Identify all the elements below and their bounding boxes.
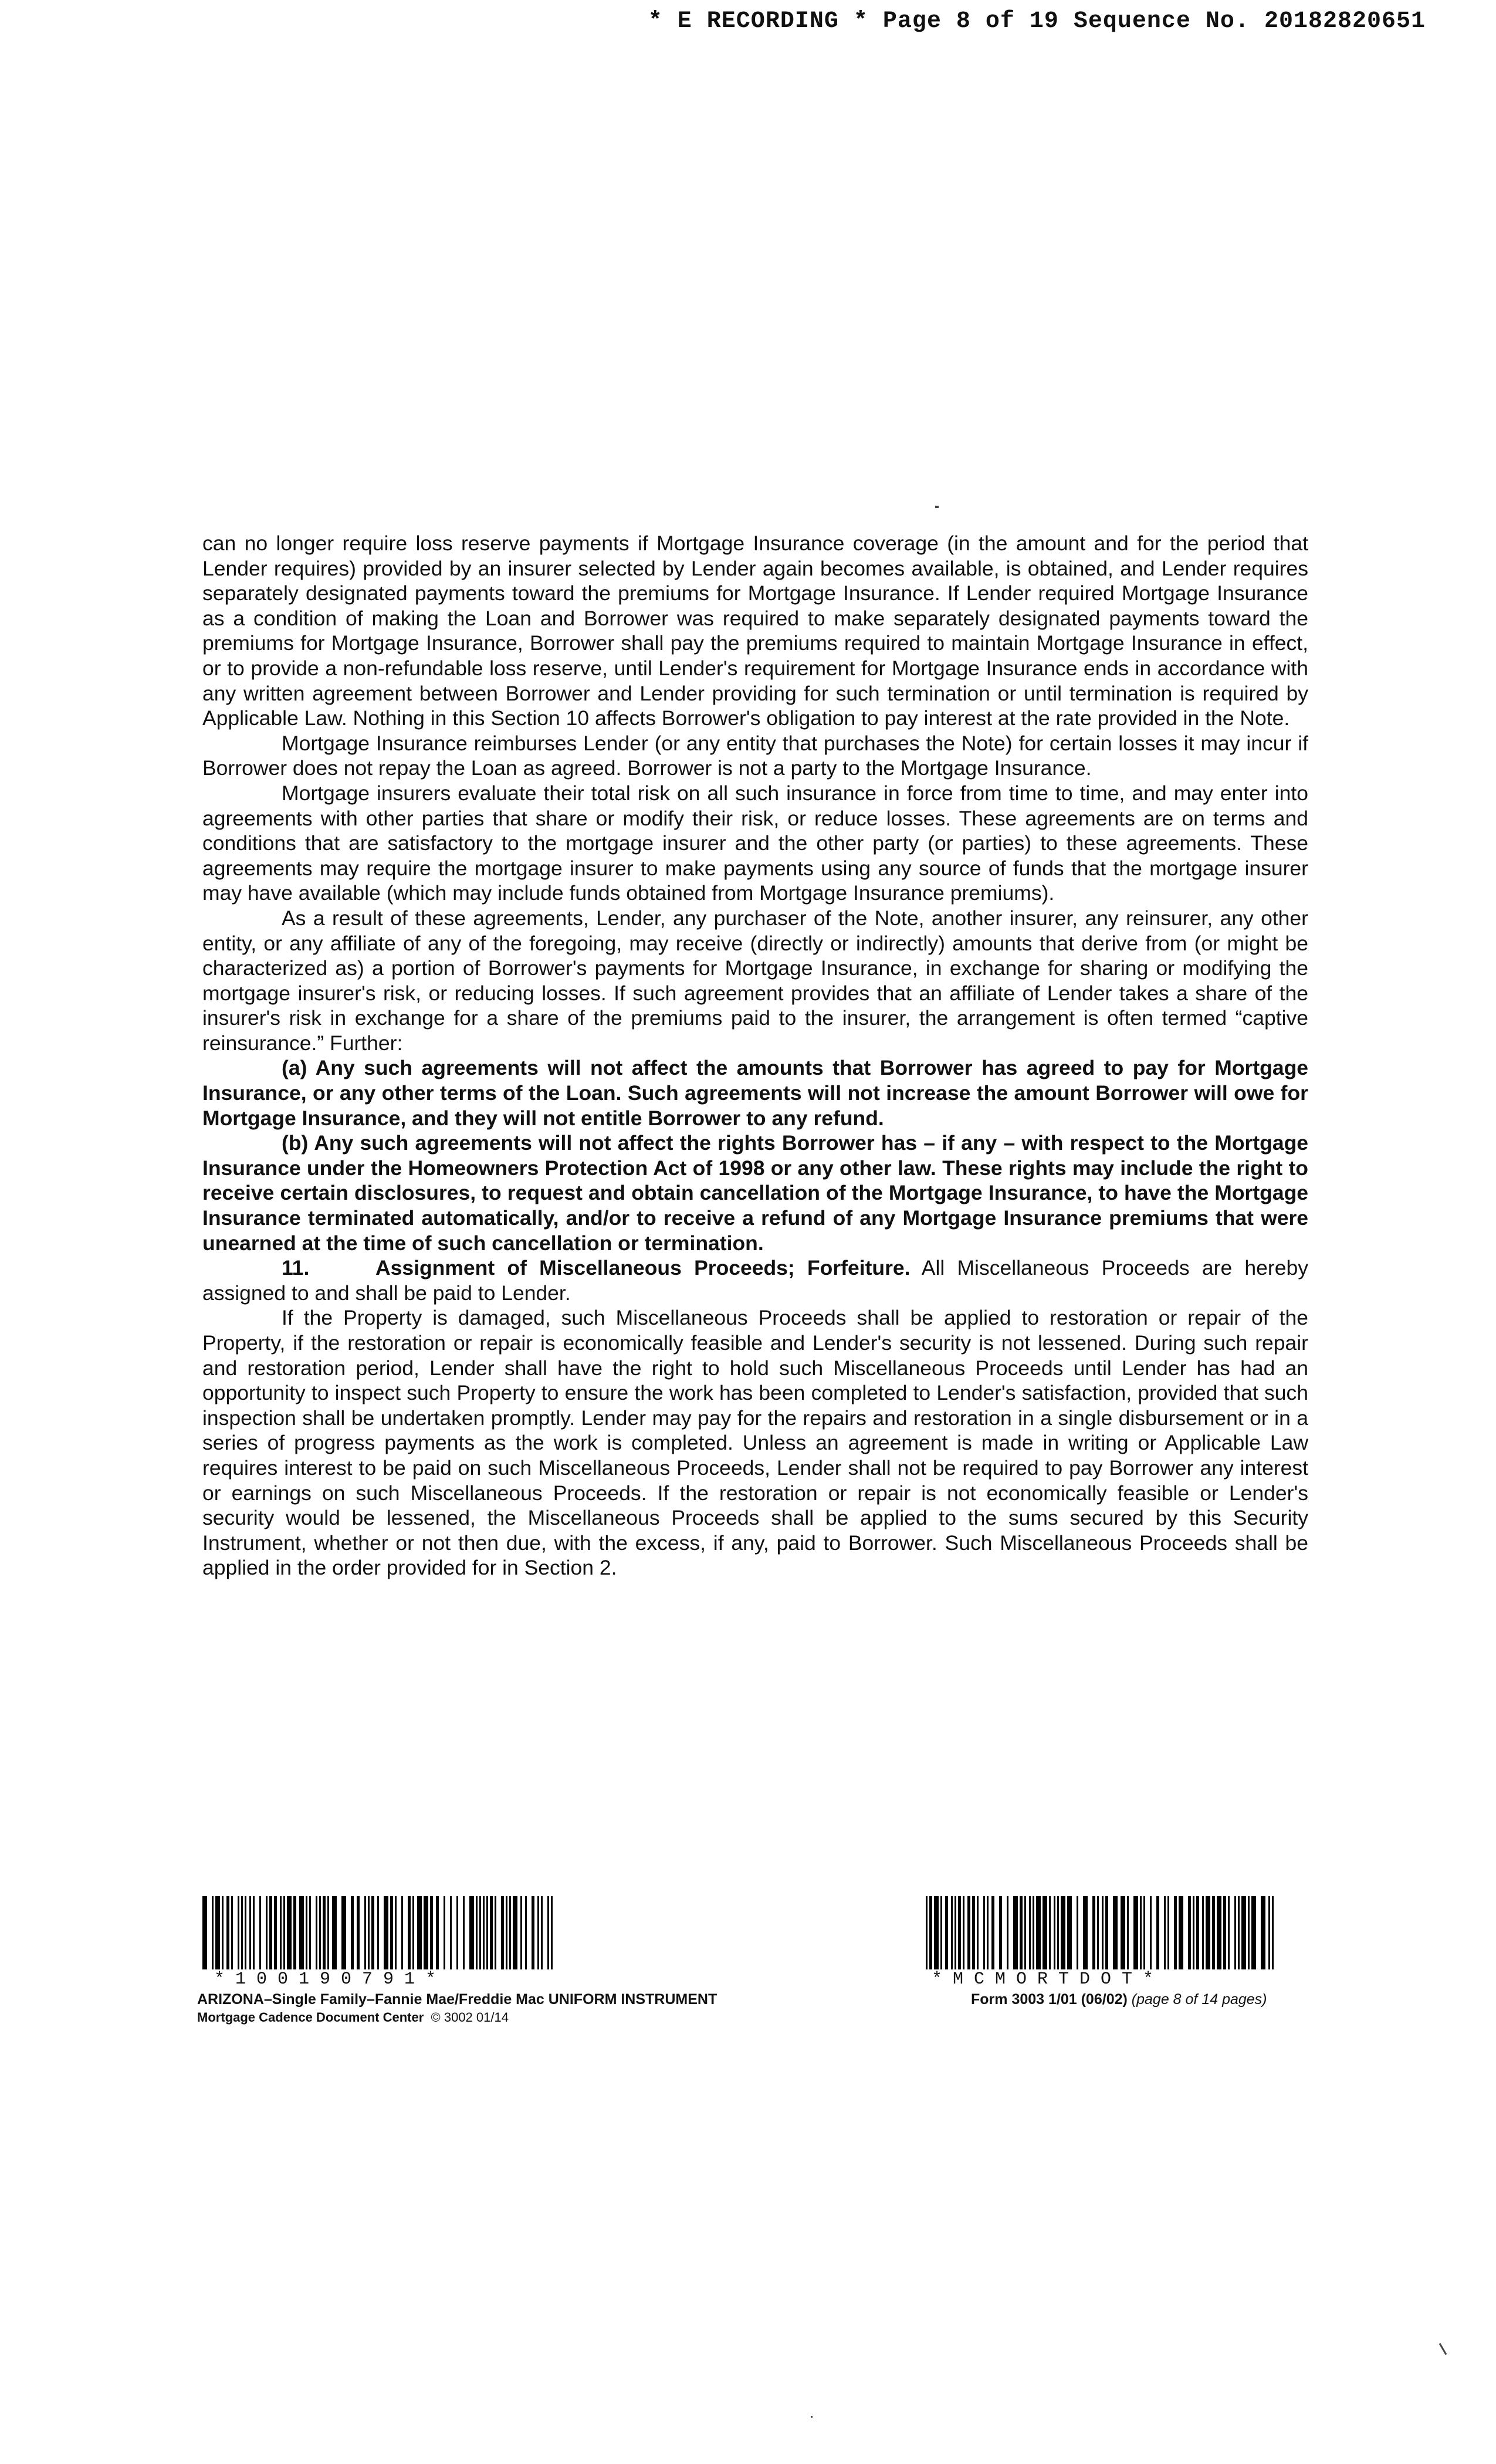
barcode-bar — [384, 1896, 388, 1969]
barcode-gap — [994, 1896, 999, 1969]
footer-instrument-title: ARIZONA–Single Family–Fannie Mae/Freddie Mac UNIFORM INSTRUMENT — [197, 1991, 717, 2008]
barcode-gap — [1274, 1896, 1278, 1969]
barcode-bar — [1251, 1896, 1256, 1969]
barcode-bar — [1061, 1896, 1065, 1969]
barcode-bar — [1206, 1896, 1210, 1969]
barcode-gap — [979, 1896, 983, 1969]
barcode-gap — [1078, 1896, 1083, 1969]
barcode-gap — [496, 1896, 501, 1969]
paragraph-insurer-risk: Mortgage insurers evaluate their total risk on all such insurance in force from time to time, and may enter into agreements with other parties that share or modify their risk, or reduce losses. These agreements are on terms and conditions that are satisfactory to the mortgage insurer and the other party (or parties) to these agreements. These agreements may require the mortgage insurer to make payments using any source of funds that the mortgage insurer may have available (which may include funds obtained from Mortgage Insurance premiums). — [202, 781, 1308, 905]
footer-left — [197, 1990, 717, 2026]
paragraph-clause-a: (a) Any such agreements will not affect the amounts that Borrower has agreed to pay for Mortgage Insurance, or any other terms of the Loan. Such agreements will not increase the amount Borrower will owe for Mortgage Insurance, and they will not entitle Borrower to any refund. — [202, 1056, 1308, 1130]
barcode-gap — [346, 1896, 351, 1969]
barcode-bar — [332, 1896, 337, 1969]
barcode-bar — [513, 1896, 517, 1969]
barcode-gap — [1002, 1896, 1007, 1969]
barcode-bar — [417, 1896, 422, 1969]
document-body — [202, 531, 1308, 1580]
barcode-gap — [261, 1896, 266, 1969]
footer-document-center — [197, 2009, 717, 2026]
barcode-bar — [215, 1896, 220, 1969]
barcode-bar — [1179, 1896, 1183, 1969]
footer-right — [971, 1990, 1267, 2009]
barcode-gap — [1008, 1896, 1013, 1969]
section-intro: All Miscellaneous Proceeds are hereby assigned to and shall be paid to Lender. — [202, 1256, 1308, 1305]
paragraph-clause-b: (b) Any such agreements will not affect the rights Borrower has – if any – with respect to the Mortgage Insurance under the Homeowners Protection Act of 1998 or any other law. These rights may include the right to receive certain disclosures, to request and obtain cancellation of the Mortgage Insurance, to have the Mortgage Insurance terminated automatically, and/or to receive a refund of any Mortgage Insurance premiums that were unearned at the time of such cancellation or termination. — [202, 1131, 1308, 1255]
barcode-gap — [1183, 1896, 1188, 1969]
barcode-bar — [1083, 1896, 1088, 1969]
right-barcode-text: * M C M O R T D O T * — [932, 1969, 1154, 1989]
barcode-bar — [934, 1896, 939, 1969]
barcode-gap — [527, 1896, 532, 1969]
section-11-heading — [202, 1255, 1308, 1305]
barcode-gap — [379, 1896, 384, 1969]
footer-page-count: (page 8 of 14 pages) — [1131, 1991, 1267, 2008]
right-barcode-bars — [926, 1896, 1278, 1969]
barcode-gap — [445, 1896, 450, 1969]
barcode-bar — [202, 1896, 207, 1969]
barcode-bar — [1113, 1896, 1118, 1969]
barcode-gap — [452, 1896, 456, 1969]
footer-form-label: Form 3003 1/01 (06/02) — [971, 1991, 1128, 2008]
barcode-gap — [439, 1896, 444, 1969]
barcode-bar — [1067, 1896, 1072, 1969]
barcode-gap — [1152, 1896, 1156, 1969]
right-barcode — [926, 1896, 1278, 1988]
paragraph-property-damaged: If the Property is damaged, such Miscellaneous Proceeds shall be applied to restoration or repair of the Property, if the restoration or repair is economically feasible and Lender's security is not lessened. During such repair and restoration period, Lender shall have the right to hold such Miscellaneous Proceeds until Lender has had an opportunity to inspect such Property to ensure the work has been completed to Lender's satisfaction, provided that such inspection shall be undertaken promptly. Lender may pay for the repairs and restoration in a single disbursement or in a series of progress payments as the work is completed. Unless an agreement is made in writing or Applicable Law requires interest to be paid on such Miscellaneous Proceeds, Lender shall not be required to pay Borrower any interest or earnings on such Miscellaneous Proceeds. If the restoration or repair is not economically feasible or Lender's security would be lessened, the Miscellaneous Proceeds shall be applied to the sums secured by this Security Instrument, whether or not then due, with the excess, if any, paid to Borrower. Such Miscellaneous Proceeds shall be applied in the order provided for in Section 2. — [202, 1306, 1308, 1580]
barcode-bar — [1133, 1896, 1138, 1969]
barcode-bar — [1036, 1896, 1041, 1969]
barcode-bar — [1261, 1896, 1265, 1969]
barcode-gap — [553, 1896, 554, 1969]
barcode-gap — [1108, 1896, 1113, 1969]
barcode-bar — [1013, 1896, 1018, 1969]
footer-doc-center-name: Mortgage Cadence Document Center — [197, 2010, 424, 2025]
barcode-gap — [255, 1896, 259, 1969]
barcode-gap — [233, 1896, 238, 1969]
barcode-gap — [337, 1896, 341, 1969]
barcode-gap — [1230, 1896, 1234, 1969]
barcode-bar — [341, 1896, 346, 1969]
barcode-bar — [1043, 1896, 1047, 1969]
barcode-gap — [1088, 1896, 1092, 1969]
scan-mark — [811, 2416, 813, 2418]
barcode-gap — [458, 1896, 463, 1969]
barcode-gap — [397, 1896, 401, 1969]
barcode-gap — [207, 1896, 212, 1969]
barcode-gap — [543, 1896, 547, 1969]
barcode-bar — [287, 1896, 292, 1969]
footer-form-code: © 3002 01/14 — [431, 2010, 509, 2025]
barcode-gap — [1072, 1896, 1077, 1969]
barcode-gap — [311, 1896, 316, 1969]
recording-header: * E RECORDING * Page 8 of 19 Sequence No. 20182820651 — [648, 8, 1426, 35]
footer-form-number — [971, 1990, 1267, 2009]
barcode-bar — [469, 1896, 474, 1969]
left-barcode — [202, 1896, 554, 1988]
barcode-bar — [1121, 1896, 1125, 1969]
section-title: Assignment of Miscellaneous Proceeds; Forfeiture. — [375, 1256, 911, 1280]
barcode-gap — [1256, 1896, 1261, 1969]
barcode-bar — [1217, 1896, 1221, 1969]
barcode-gap — [465, 1896, 469, 1969]
barcode-gap — [1159, 1896, 1164, 1969]
section-number: 11. — [282, 1256, 310, 1280]
barcode-bar — [1241, 1896, 1246, 1969]
barcode-bar — [424, 1896, 428, 1969]
barcode-gap — [360, 1896, 364, 1969]
barcode-gap — [1129, 1896, 1133, 1969]
barcode-gap — [1169, 1896, 1174, 1969]
barcode-bar — [299, 1896, 304, 1969]
scan-mark — [935, 506, 939, 508]
left-barcode-text: * 1 0 0 1 9 0 7 9 1 * — [214, 1969, 436, 1989]
barcode-gap — [1145, 1896, 1150, 1969]
scan-mark — [1439, 2343, 1447, 2355]
paragraph-mortgage-insurance-continued: can no longer require loss reserve payments if Mortgage Insurance coverage (in the amount and for the period that Lender requires) provided by an insurer selected by Lender again becomes available, is obtained, and Lender requires separately designated payments toward the premiums for Mortgage Insurance. If Lender required Mortgage Insurance as a condition of making the Loan and Borrower was required to make separately designated payments toward the premiums for Mortgage Insurance, Borrower shall pay the premiums required to maintain Mortgage Insurance in effect, or to provide a non-refundable loss reserve, until Lender's requirement for Mortgage Insurance ends in accordance with any written agreement between Borrower and Lender providing for such termination or until termination is required by Applicable Law. Nothing in this Section 10 affects Borrower's obligation to pay interest at the rate provided in the Note. — [202, 532, 1308, 730]
paragraph-captive-reinsurance: As a result of these agreements, Lender, any purchaser of the Note, another insurer, any reinsurer, any other entity, or any affiliate of any of the foregoing, may receive (directly or indirectly) amounts that derive from (or might be characterized as) a portion of Borrower's payments for Mortgage Insurance, in exchange for sharing or modifying the mortgage insurer's risk, or reducing losses. If such agreement provides that an affiliate of Lender takes a share of the insurer's risk in exchange for a share of the premiums paid to the insurer, the arrangement is often termed “captive reinsurance.” Further: — [202, 906, 1308, 1055]
left-barcode-bars — [202, 1896, 554, 1969]
barcode-gap — [403, 1896, 408, 1969]
paragraph-reimbursement: Mortgage Insurance reimburses Lender (or any entity that purchases the Note) for certain losses it may incur if Borrower does not repay the Loan as agreed. Borrower is not a party to the Mortgage Insurance. — [202, 731, 1308, 780]
